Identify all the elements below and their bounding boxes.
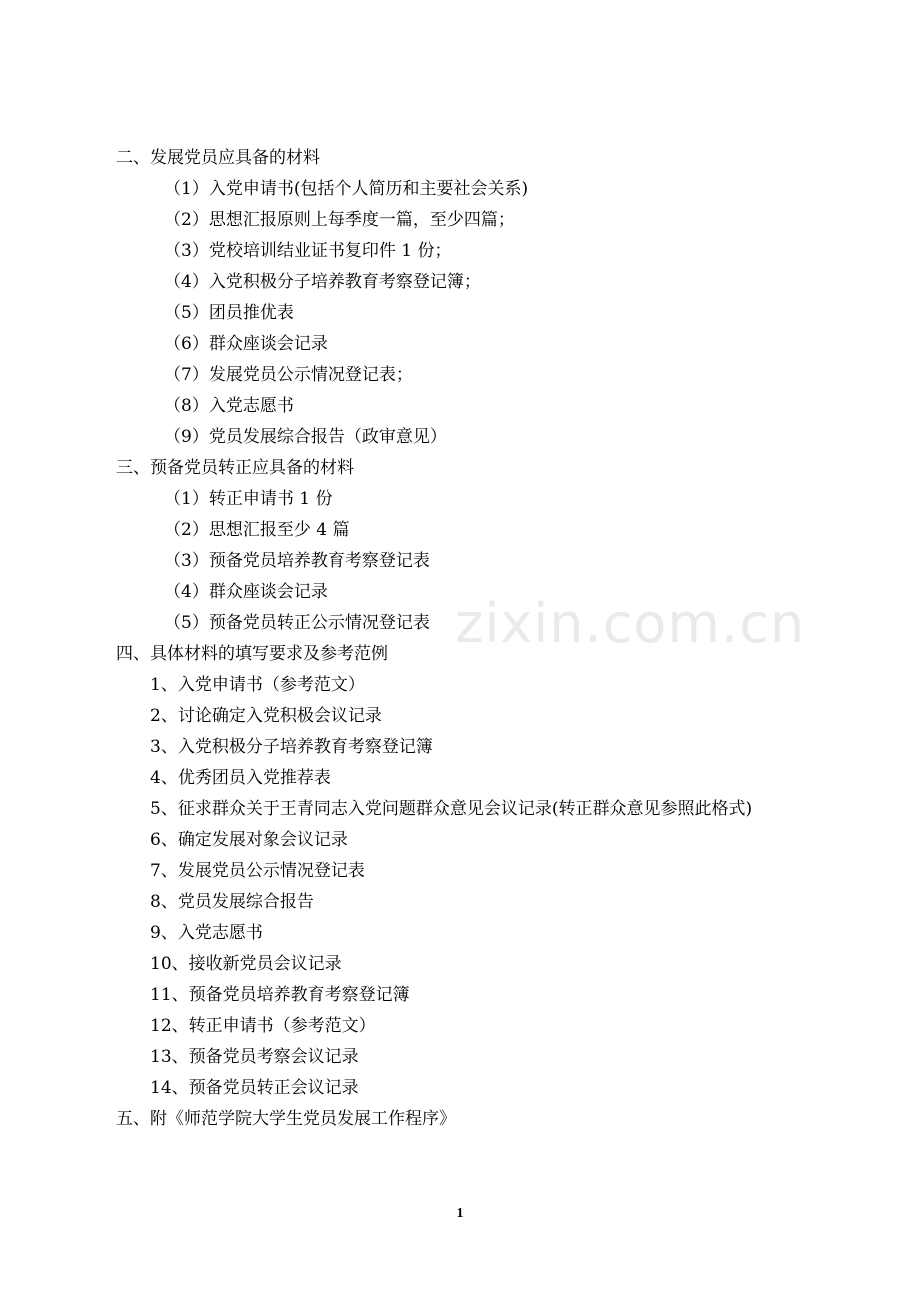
watermark: zixin.com.cn	[455, 592, 806, 655]
page-number: 1	[456, 1206, 464, 1221]
list-item: 5、征求群众关于王青同志入党问题群众意见会议记录(转正群众意见参照此格式)	[150, 799, 753, 819]
list-item: 9、入党志愿书	[150, 923, 263, 943]
list-item: 1、入党申请书（参考范文）	[150, 675, 365, 695]
list-item: （5）团员推优表	[164, 303, 294, 323]
list-item: （1）转正申请书 1 份	[164, 489, 333, 509]
list-item: 4、优秀团员入党推荐表	[150, 768, 331, 788]
list-item: 12、转正申请书（参考范文）	[150, 1016, 376, 1036]
list-item: 2、讨论确定入党积极会议记录	[150, 706, 382, 726]
section-title: 三、预备党员转正应具备的材料	[116, 458, 354, 478]
list-item: 14、预备党员转正会议记录	[150, 1078, 359, 1098]
list-item: （4）入党积极分子培养教育考察登记簿；	[164, 272, 481, 292]
section-title: 四、具体材料的填写要求及参考范例	[116, 644, 388, 664]
list-item: 11、预备党员培养教育考察登记簿	[150, 985, 410, 1005]
list-item: （2）思想汇报原则上每季度一篇，至少四篇；	[164, 210, 515, 230]
list-item: （8）入党志愿书	[164, 396, 294, 416]
list-item: 8、党员发展综合报告	[150, 892, 314, 912]
list-item: （1）入党申请书(包括个人简历和主要社会关系)	[164, 179, 529, 199]
list-item: （7）发展党员公示情况登记表；	[164, 365, 413, 385]
list-item: （3）预备党员培养教育考察登记表	[164, 551, 430, 571]
list-item: 10、接收新党员会议记录	[150, 954, 342, 974]
list-item: （9）党员发展综合报告（政审意见）	[164, 427, 447, 447]
section-title: 五、附《师范学院大学生党员发展工作程序》	[116, 1109, 456, 1129]
list-item: 7、发展党员公示情况登记表	[150, 861, 365, 881]
section-title: 二、发展党员应具备的材料	[116, 148, 320, 168]
list-item: （4）群众座谈会记录	[164, 582, 328, 602]
list-item: （3）党校培训结业证书复印件 1 份；	[164, 241, 452, 261]
list-item: （2）思想汇报至少 4 篇	[164, 520, 350, 540]
list-item: 6、确定发展对象会议记录	[150, 830, 348, 850]
list-item: （6）群众座谈会记录	[164, 334, 328, 354]
list-item: 3、入党积极分子培养教育考察登记簿	[150, 737, 433, 757]
list-item: （5）预备党员转正公示情况登记表	[164, 613, 430, 633]
list-item: 13、预备党员考察会议记录	[150, 1047, 359, 1067]
